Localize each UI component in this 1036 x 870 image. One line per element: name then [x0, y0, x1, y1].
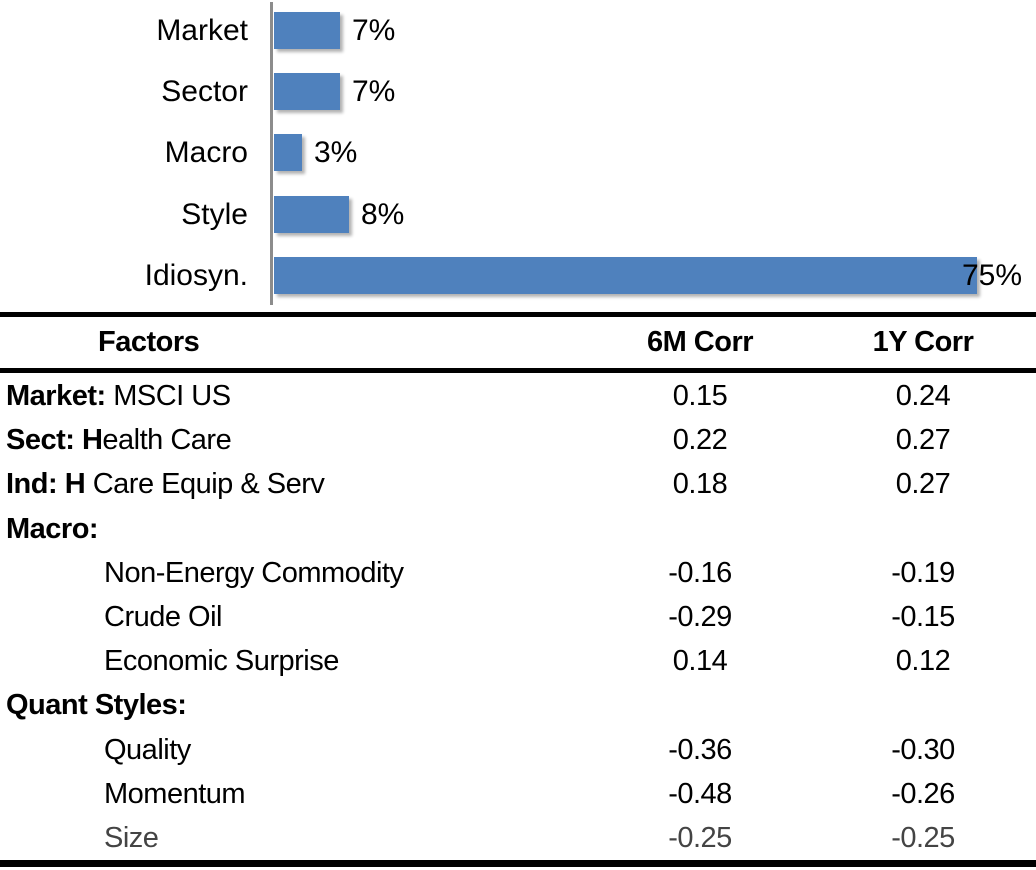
risk-decomposition-bar-chart: [0, 0, 1036, 310]
table-row: [0, 772, 1036, 817]
chart-category-label: Market: [156, 14, 248, 47]
chart-axis-line: [270, 2, 273, 305]
factor-label: [6, 683, 186, 727]
column-header-factors: Factors: [98, 326, 200, 358]
factor-label-text: Quality: [104, 733, 191, 766]
chart-bar: [274, 12, 340, 49]
factor-label-text: Momentum: [104, 777, 246, 810]
cell-1y-corr: -0.26: [891, 777, 955, 810]
cell-6m-corr: -0.29: [668, 601, 732, 633]
chart-category-label: Style: [181, 197, 248, 231]
chart-bar: [274, 134, 302, 171]
factor-label: [6, 507, 98, 551]
cell-1y-corr: 0.12: [895, 645, 951, 678]
table-row: [0, 374, 1036, 419]
table-bottom-rule: [0, 860, 1036, 867]
factor-label-text: Economic Surprise: [104, 645, 339, 678]
factor-label: [104, 816, 158, 860]
factor-label-text: ealth Care: [102, 424, 232, 457]
factor-label-bold: Market:: [6, 380, 106, 412]
chart-value-label: 3%: [314, 136, 358, 170]
table-row: [0, 816, 1036, 861]
table-row: [0, 551, 1036, 596]
factor-label-bold: Quant Styles:: [6, 689, 187, 722]
table-row: [0, 418, 1036, 463]
factor-label: [104, 772, 245, 816]
column-header-1y-corr: 1Y Corr: [872, 326, 974, 358]
cell-6m-corr: 0.14: [672, 645, 728, 678]
chart-bar: [274, 196, 349, 233]
cell-1y-corr: -0.19: [891, 556, 955, 589]
cell-1y-corr: 0.24: [895, 380, 951, 412]
cell-6m-corr: -0.36: [668, 733, 732, 766]
cell-6m-corr: 0.15: [672, 380, 728, 412]
chart-category-label: Macro: [164, 136, 248, 170]
table-header-rule: [0, 368, 1036, 373]
chart-bar: [274, 257, 977, 294]
cell-6m-corr: -0.16: [668, 556, 732, 589]
cell-6m-corr: 0.22: [672, 424, 728, 457]
factor-label: [104, 728, 191, 772]
factor-label: [6, 374, 231, 418]
cell-6m-corr: -0.25: [668, 822, 732, 854]
table-row: [0, 683, 1036, 728]
cell-1y-corr: -0.25: [891, 822, 955, 854]
cell-1y-corr: -0.30: [891, 733, 955, 766]
chart-category-label: Idiosyn.: [144, 258, 248, 292]
chart-value-label: 8%: [361, 197, 405, 231]
chart-value-label: 75%: [961, 258, 1022, 292]
cell-6m-corr: 0.18: [672, 468, 728, 501]
factor-label: [6, 418, 231, 462]
factor-label-text: Size: [104, 822, 159, 854]
column-header-6m-corr: 6M Corr: [646, 326, 754, 358]
table-row: [0, 595, 1036, 640]
cell-1y-corr: 0.27: [895, 424, 951, 457]
factor-label-bold: Sect: H: [6, 424, 103, 457]
chart-bar: [274, 73, 340, 110]
chart-category-label: Sector: [161, 75, 248, 109]
factor-label: [104, 595, 222, 639]
factor-label-text: Care Equip & Serv: [85, 468, 325, 501]
table-row: [0, 728, 1036, 773]
chart-value-label: 7%: [352, 75, 396, 109]
factor-label: [104, 551, 403, 595]
table-row: [0, 462, 1036, 507]
factor-label: [104, 639, 339, 683]
factor-label-text: MSCI US: [105, 380, 231, 412]
table-row: [0, 507, 1036, 552]
cell-6m-corr: -0.48: [668, 777, 732, 810]
cell-1y-corr: 0.27: [895, 468, 951, 501]
table-row: [0, 639, 1036, 684]
factor-label-text: Non-Energy Commodity: [104, 556, 404, 589]
factor-label-bold: Ind: H: [6, 468, 86, 501]
factor-label-text: Crude Oil: [104, 601, 222, 633]
cell-1y-corr: -0.15: [891, 601, 955, 633]
chart-value-label: 7%: [352, 14, 396, 47]
factor-label: [6, 462, 324, 506]
factor-label-bold: Macro:: [6, 512, 99, 545]
